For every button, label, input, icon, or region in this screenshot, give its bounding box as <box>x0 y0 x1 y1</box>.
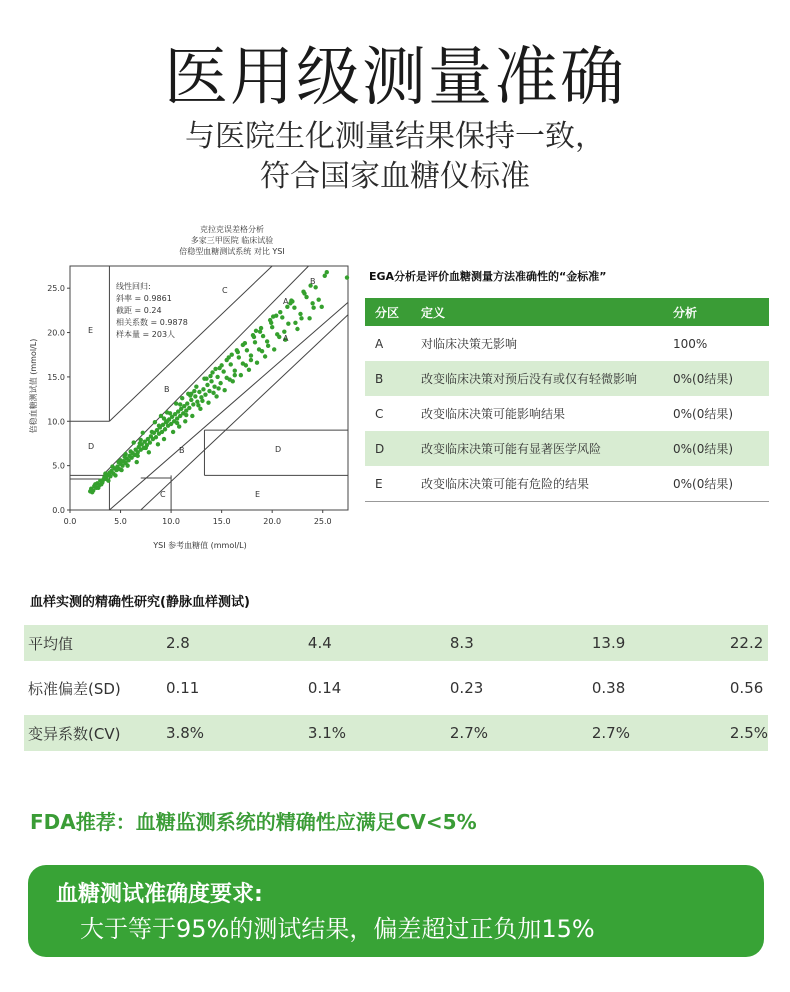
precision-table <box>24 625 768 751</box>
ega-header-zone: 分区 <box>365 298 415 326</box>
data-point <box>325 270 329 274</box>
data-point <box>253 340 257 344</box>
data-point <box>295 327 299 331</box>
ega-definition-cell: 改变临床决策可能有显著医学风险 <box>415 431 667 466</box>
data-point <box>119 468 123 472</box>
stats-line-2: 斜率 = 0.9861 <box>116 294 172 303</box>
ega-zone-table <box>365 298 769 502</box>
data-point <box>128 449 132 453</box>
data-point <box>224 358 228 362</box>
data-point <box>90 490 94 494</box>
ega-row <box>365 466 769 502</box>
ega-row <box>365 396 769 431</box>
data-point <box>141 431 145 435</box>
data-point <box>165 419 169 423</box>
ega-zone-cell: C <box>375 406 384 421</box>
data-point <box>236 350 240 354</box>
y-tick-label: 25.0 <box>47 284 65 294</box>
ega-analysis-cell: 0%(0结果) <box>667 431 769 466</box>
stats-line-4: 相关系数 = 0.9878 <box>116 318 188 327</box>
stats-line-3: 截距 = 0.24 <box>116 306 162 315</box>
ega-analysis-cell: 100% <box>673 336 708 351</box>
data-point <box>299 316 303 320</box>
zone-label-c-bottom: C <box>160 490 166 499</box>
page-subtitle-line1: 与医院生化测量结果保持一致， <box>185 119 605 154</box>
chart-title-line3: 倍稳型血糖测试系统 对比 YSI <box>179 247 285 256</box>
data-point <box>171 430 175 434</box>
precision-value: 4.4 <box>300 625 442 661</box>
data-point <box>193 394 197 398</box>
precision-row-mean <box>24 625 768 661</box>
precision-value: 0.56 <box>729 679 764 697</box>
data-point <box>206 400 210 404</box>
data-point <box>233 368 237 372</box>
zone-label-c-top: C <box>222 286 228 295</box>
ega-zone-cell: E <box>365 466 415 502</box>
precision-value: 0.11 <box>165 679 200 697</box>
data-point <box>271 314 275 318</box>
y-tick-label: 0.0 <box>52 506 65 515</box>
data-point <box>208 374 212 378</box>
data-point <box>265 339 269 343</box>
data-point <box>203 392 207 396</box>
data-point <box>260 349 264 353</box>
data-point <box>168 411 172 415</box>
precision-value: 13.9 <box>584 625 726 661</box>
data-point <box>110 464 114 468</box>
data-point <box>229 362 233 366</box>
data-point <box>258 329 262 333</box>
data-point <box>277 335 281 339</box>
data-point <box>219 363 223 367</box>
ega-definition-cell: 改变临床决策可能影响结果 <box>421 407 566 421</box>
data-point <box>191 402 195 406</box>
y-tick-label: 5.0 <box>52 461 65 471</box>
data-point <box>174 401 178 405</box>
data-point <box>93 482 97 486</box>
data-point <box>150 430 154 434</box>
data-point <box>178 402 182 406</box>
data-point <box>278 310 282 314</box>
data-point <box>302 291 306 295</box>
data-point <box>288 301 292 305</box>
data-point <box>307 316 311 320</box>
ega-row <box>365 326 769 361</box>
data-point <box>254 329 258 333</box>
x-tick-label: 10.0 <box>162 517 180 526</box>
data-point <box>249 358 253 362</box>
data-point <box>310 301 314 305</box>
ega-analysis-cell: 0%(0结果) <box>667 361 769 396</box>
data-point <box>252 335 256 339</box>
zone-label-d-left: D <box>88 442 95 451</box>
data-point <box>157 424 161 428</box>
precision-value: 2.5% <box>726 715 768 751</box>
data-point <box>270 325 274 329</box>
data-point <box>211 391 215 395</box>
data-point <box>123 452 127 456</box>
precision-value: 2.8 <box>158 625 300 661</box>
y-tick-label: 20.0 <box>47 328 65 338</box>
data-point <box>185 401 189 405</box>
precision-value: 2.7% <box>442 715 584 751</box>
data-point <box>244 363 248 367</box>
data-point <box>163 427 167 431</box>
data-point <box>207 389 211 393</box>
data-point <box>197 390 201 394</box>
x-tick-label: 0.0 <box>63 517 77 526</box>
data-point <box>241 343 245 347</box>
data-point <box>103 471 107 475</box>
data-point <box>255 361 259 365</box>
data-point <box>212 384 216 388</box>
data-point <box>280 315 284 319</box>
data-point <box>316 298 320 302</box>
zone-label-d-right: D <box>275 445 282 454</box>
x-tick-label: 5.0 <box>114 517 127 526</box>
data-point <box>106 479 110 483</box>
data-point <box>113 473 117 477</box>
data-point <box>189 398 193 402</box>
ega-row <box>365 431 769 466</box>
data-point <box>239 373 243 377</box>
precision-value: 3.8% <box>158 715 300 751</box>
data-point <box>320 305 324 309</box>
precision-value: 2.7% <box>584 715 726 751</box>
data-point <box>190 414 194 418</box>
stats-line-5: 样本量 = 203人 <box>116 330 176 339</box>
data-point <box>201 387 205 391</box>
precision-value: 0.38 <box>591 679 626 697</box>
fda-note: FDA推荐：血糖监测系统的精确性应满足CV<5% <box>30 810 477 834</box>
data-point <box>222 388 226 392</box>
zone-label-a-upper: A <box>283 297 289 306</box>
ega-caption: EGA分析是评价血糖测量方法准确性的“金标准” <box>369 270 607 283</box>
data-point <box>228 377 232 381</box>
data-point <box>183 419 187 423</box>
stats-line-1: 线性回归: <box>116 282 151 291</box>
ega-analysis-cell: 0%(0结果) <box>673 407 734 421</box>
requirement-text: 大于等于95%的测试结果，偏差超过正负加15% <box>80 915 595 943</box>
data-point <box>156 442 160 446</box>
ega-definition-cell: 改变临床决策对预后没有或仅有轻微影响 <box>415 361 667 396</box>
page-subtitle-line2: 符合国家血糖仪标准 <box>260 159 530 194</box>
zone-label-b-upper: B <box>310 277 316 286</box>
precision-label: 变异系数(CV) <box>24 715 158 751</box>
requirement-title: 血糖测试准确度要求: <box>56 882 263 907</box>
chart-title-line1: 克拉克误差格分析 <box>200 225 264 234</box>
data-point <box>245 348 249 352</box>
x-tick-label: 15.0 <box>212 517 231 526</box>
data-point <box>144 446 148 450</box>
precision-label: 标准偏差(SD) <box>28 679 121 698</box>
data-point <box>345 275 349 279</box>
data-point <box>286 321 290 325</box>
chart-x-axis-label: YSI 参考血糖值 (mmol/L) <box>153 541 247 550</box>
requirement-banner <box>28 865 764 957</box>
precision-value: 8.3 <box>442 625 584 661</box>
data-point <box>96 486 100 490</box>
ega-zone-cell: D <box>365 431 415 466</box>
chart-y-axis-label: 倍稳血糖测试值 (mmol/L) <box>29 338 38 434</box>
data-point <box>147 450 151 454</box>
page-title: 医用级测量准确 <box>164 41 626 115</box>
data-point <box>184 413 188 417</box>
data-point <box>189 392 193 396</box>
precision-caption: 血样实测的精确性研究(静脉血样测试) <box>30 595 250 610</box>
zone-label-a-lower: A <box>283 334 289 343</box>
data-point <box>247 368 251 372</box>
data-point <box>135 460 139 464</box>
chart-title-line2: 多家三甲医院 临床试验 <box>190 236 274 245</box>
precision-label: 平均值 <box>24 625 158 661</box>
data-point <box>175 421 179 425</box>
data-point <box>196 403 200 407</box>
precision-value: 22.2 <box>726 625 768 661</box>
precision-value: 3.1% <box>300 715 442 751</box>
data-point <box>233 373 237 377</box>
data-point <box>311 306 315 310</box>
data-point <box>153 420 157 424</box>
y-tick-label: 10.0 <box>47 417 65 427</box>
data-point <box>100 480 104 484</box>
data-point <box>205 383 209 387</box>
data-point <box>125 463 129 467</box>
zone-label-e-upper: E <box>88 326 94 335</box>
data-point <box>266 344 270 348</box>
data-point <box>215 375 219 379</box>
y-tick-label: 15.0 <box>47 372 65 382</box>
data-point <box>221 369 225 373</box>
x-tick-label: 25.0 <box>313 517 332 526</box>
data-point <box>263 354 267 358</box>
zone-label-b-lower: B <box>179 446 185 455</box>
data-point <box>269 321 273 325</box>
clarke-error-grid-chart <box>22 222 358 562</box>
precision-row-cv <box>24 715 768 751</box>
data-point <box>187 406 191 410</box>
data-point <box>139 438 143 442</box>
data-point <box>209 379 213 383</box>
data-point <box>261 334 265 338</box>
zone-label-b-mid: B <box>164 385 170 394</box>
data-point <box>131 440 135 444</box>
data-point <box>218 381 222 385</box>
precision-value: 0.23 <box>449 679 484 697</box>
data-point <box>162 437 166 441</box>
ega-row <box>365 361 769 396</box>
ega-header-definition: 定义 <box>415 298 667 326</box>
data-point <box>194 384 198 388</box>
data-point <box>292 306 296 310</box>
chart-svg <box>22 222 358 562</box>
x-tick-label: 20.0 <box>263 517 282 526</box>
ega-definition-cell: 对临床决策无影响 <box>421 337 518 351</box>
zone-label-e-lower: E <box>255 490 261 499</box>
data-point <box>298 312 302 316</box>
ega-zone-cell: A <box>375 336 384 351</box>
data-point <box>118 458 122 462</box>
data-point <box>154 435 158 439</box>
data-point <box>214 394 218 398</box>
data-point <box>204 376 208 380</box>
data-point <box>148 440 152 444</box>
data-point <box>136 454 140 458</box>
data-point <box>237 355 241 359</box>
data-point <box>293 321 297 325</box>
ega-definition-cell: 改变临床决策可能有危险的结果 <box>415 466 667 502</box>
data-point <box>180 396 184 400</box>
data-point <box>213 367 217 371</box>
data-point <box>200 399 204 403</box>
precision-row-sd <box>24 670 768 706</box>
precision-value: 0.14 <box>307 679 342 697</box>
ega-analysis-cell: 0%(0结果) <box>667 466 769 502</box>
data-point <box>216 386 220 390</box>
data-point <box>230 353 234 357</box>
data-point <box>249 353 253 357</box>
ega-header-analysis: 分析 <box>667 298 769 326</box>
ega-zone-cell: B <box>365 361 415 396</box>
data-point <box>272 347 276 351</box>
